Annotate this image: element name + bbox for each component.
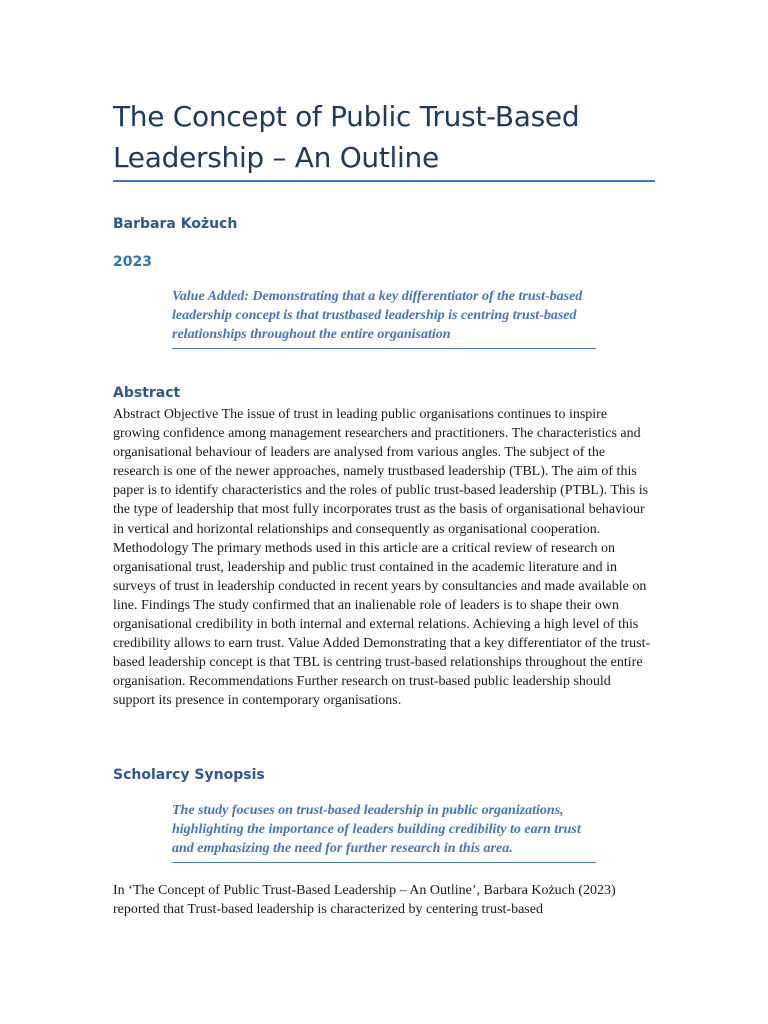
value-added-quote: Value Added: Demonstrating that a key differentiator of the trust-based leadership concept is that trustbased leadership is centring trust-based relationships throughout the entire organisation: [172, 287, 596, 349]
author-name: Barbara Kożuch: [113, 216, 238, 232]
publication-year: 2023: [113, 254, 152, 270]
abstract-heading: Abstract: [113, 385, 181, 401]
synopsis-quote: The study focuses on trust-based leadership in public organizations, highlighting the importance of leaders building credibility to earn trust and emphasizing the need for further research in this area.: [172, 801, 596, 863]
synopsis-body-text: In ‘The Concept of Public Trust-Based Leadership – An Outline’, Barbara Kożuch (2023) reported that Trust-based leadership is characterized by centering trust-based: [113, 883, 616, 918]
abstract-text: Abstract Objective The issue of trust in leading public organisations continues to inspire growing confidence among management researchers and practitioners. The characteristics and organisational behaviour of leaders are analysed from various angles. The subject of the research is one of the newer approaches, namely trustbased leadership (TBL). The aim of this paper is to identify characteristics and the roles of public trust-based leadership (PTBL). This is the type of leadership that most fully incorporates trust as the basis of organisational behaviour in vertical and horizontal relationships and consequently as organisational cooperation. Methodology The primary methods used in this article are a critical review of research on organisational trust, leadership and public trust contained in the academic literature and in surveys of trust in leadership conducted in recent years by consultancies and made available on line. Findings The study confirmed that an inalienable role of leaders is to shape their own organisational credibility in both internal and external relations. Achieving a high level of this credibility allows to earn trust. Value Added Demonstrating that a key differentiator of the trust-based leadership concept is that TBL is centring trust-based relationships throughout the entire organisation. Recommendations Further research on trust-based public leadership should support its presence in contemporary organisations.: [113, 407, 651, 709]
document-title: The Concept of Public Trust-Based Leadership – An Outline: [113, 100, 580, 174]
title-divider: [113, 180, 655, 182]
synopsis-heading: Scholarcy Synopsis: [113, 767, 265, 783]
